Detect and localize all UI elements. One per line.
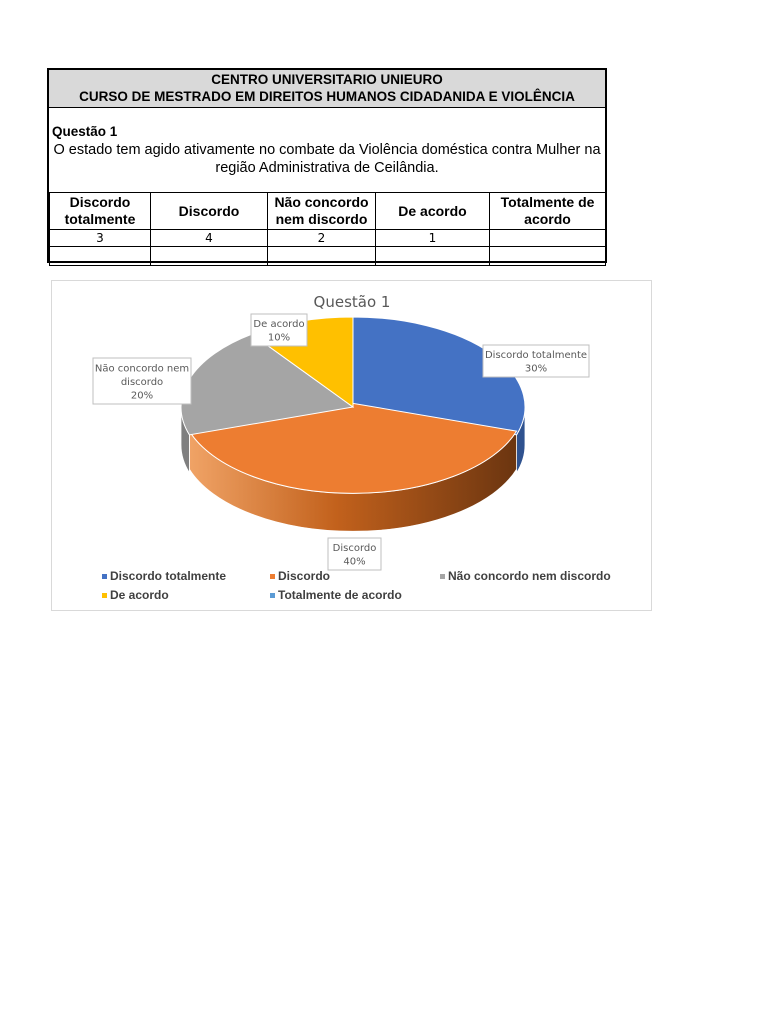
value-de-acordo: 1 [376,230,490,247]
pie-chart-svg [52,281,651,610]
pie-chart [51,280,652,611]
header-nao-concordo: Não concordo nem discordo [268,193,376,230]
survey-table-block [47,68,607,263]
table-row [50,230,606,247]
question-text-line-2: região Administrativa de Ceilândia. [215,160,439,176]
legend-item-totalmente-de-acordo: Totalmente de acordo [270,588,402,602]
course-name: CURSO DE MESTRADO EM DIREITOS HUMANOS CIDADANIDA E VIOLÊNCIA [79,89,575,104]
data-label-3 [251,314,307,346]
data-label-text: 30% [524,363,548,375]
response-table [49,192,606,266]
table-row-empty [50,247,606,266]
header-discordo: Discordo [151,193,268,230]
chart-title: Questão 1 [313,293,391,311]
header-de-acordo: De acordo [376,193,490,230]
data-label-text: 40% [343,556,366,568]
value-discordo-totalmente: 3 [50,230,151,247]
legend-swatch-lightblue [270,593,275,598]
legend-item-de-acordo: De acordo [102,588,169,602]
data-label-text: Não concordo nem [94,363,190,375]
legend-swatch-orange [270,574,275,579]
value-discordo: 4 [151,230,268,247]
legend-item-discordo: Discordo [270,569,330,583]
header-banner [49,70,605,108]
table-header-row [50,193,606,230]
data-label-text: 20% [130,390,154,402]
header-discordo-totalmente: Discordo totalmente [50,193,151,230]
data-label-text: De acordo [253,319,305,330]
data-label-0 [483,345,589,377]
value-nao-concordo: 2 [268,230,376,247]
data-label-text: 10% [267,332,291,344]
question-text-line-1: O estado tem agido ativamente no combate da Violência doméstica contra Mulher na [53,142,601,158]
header-totalmente-de-acordo: Totalmente de acordo [490,193,606,230]
question-label: Questão 1 [52,124,118,139]
question-text [49,141,605,177]
legend-item-nao-concordo: Não concordo nem discordo [440,569,611,583]
legend-swatch-yellow [102,593,107,598]
data-label-text: Discordo [332,543,377,554]
data-label-2 [93,358,191,404]
value-totalmente-de-acordo [490,230,606,247]
pie-slices [181,317,525,531]
legend-swatch-blue [102,574,107,579]
data-label-text: Discordo totalmente [484,350,588,361]
legend-swatch-gray [440,574,445,579]
legend-item-discordo-totalmente: Discordo totalmente [102,569,226,583]
institution-name: CENTRO UNIVERSITARIO UNIEURO [211,72,443,87]
data-label-text: discordo [120,376,164,388]
data-label-1 [328,538,381,570]
